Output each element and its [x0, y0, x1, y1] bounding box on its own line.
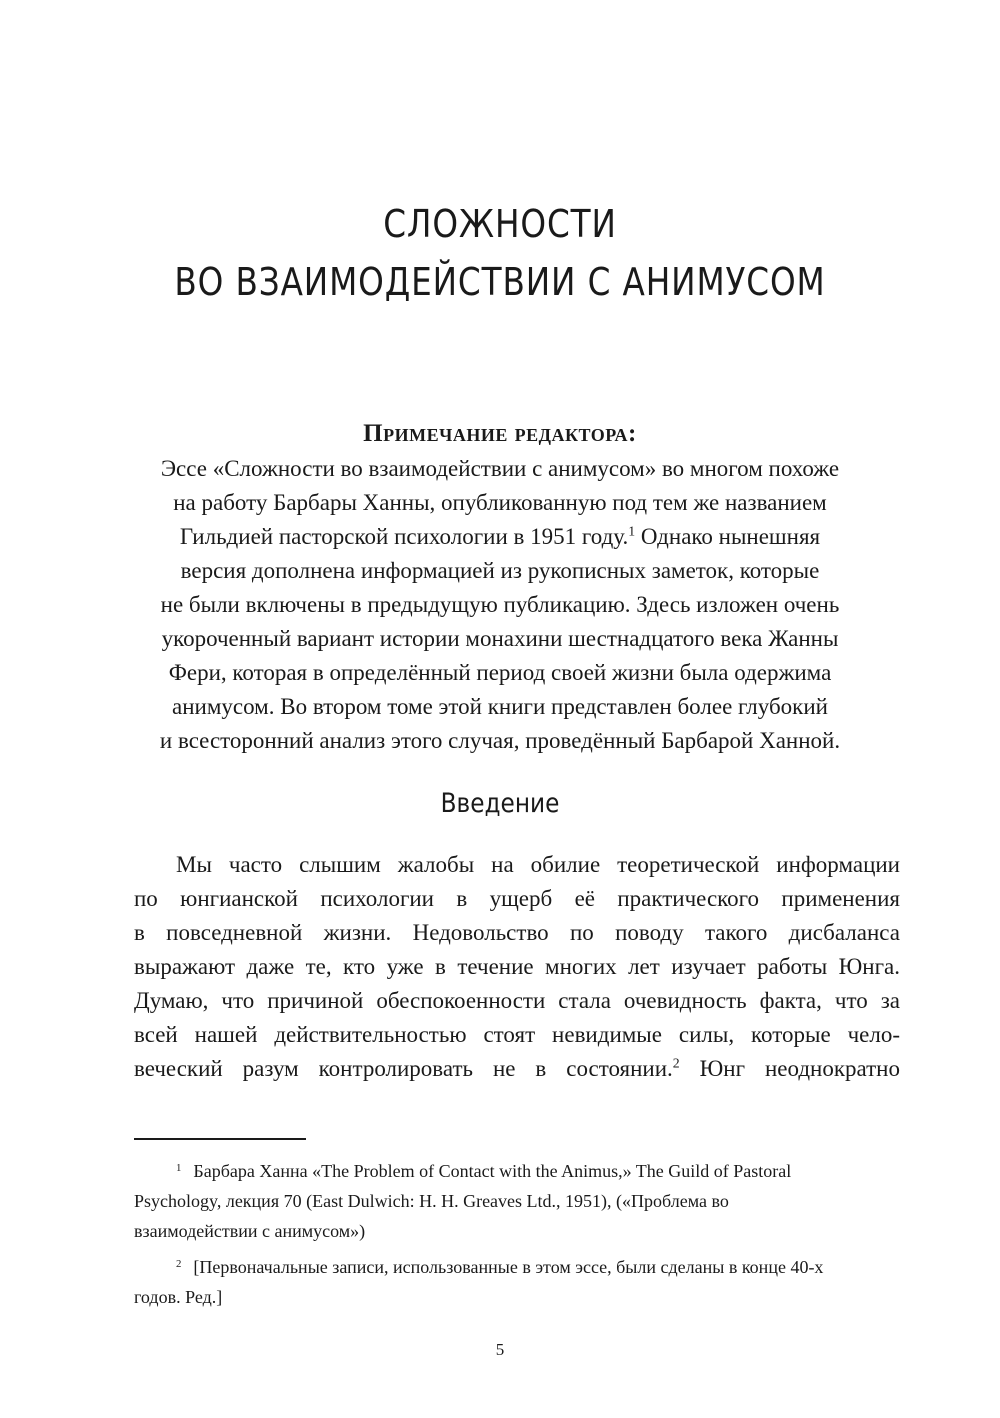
editor-note-line-part: Гильдией пасторской психологии в 1951 году.: [179, 524, 629, 549]
editor-note-line: и всесторонний анализ этого случая, проведённый Барбарой Ханной.: [159, 728, 841, 753]
body-line-part: веческий разум контролировать не в состоянии.: [134, 1056, 673, 1081]
chapter-title-line-1: СЛОЖНОСТИ: [383, 202, 617, 246]
footnote-ref-2[interactable]: 2: [672, 1055, 680, 1071]
editor-note-line: анимусом. Во втором томе этой книги представлен более глубокий: [172, 694, 828, 719]
footnote-text: Psychology, лекция 70 (East Dulwich: H. H. Greaves Ltd., 1951), («Проблема во: [134, 1191, 729, 1211]
body-paragraph: [134, 848, 900, 1086]
body-line: [134, 1052, 900, 1086]
body-line: Мы часто слышим жалобы на обилие теоретической информации: [176, 852, 900, 877]
footnote-text: годов. Ред.]: [134, 1287, 223, 1307]
body-line-part: Юнг неоднократно: [679, 1056, 900, 1081]
body-line: в повседневной жизни. Недовольство по поводу такого дисбаланса: [134, 920, 900, 945]
editor-note-line: укороченный вариант истории монахини шестнадцатого века Жанны: [161, 626, 839, 651]
editor-note-line: на работу Барбары Ханны, опубликованную под тем же названием: [173, 490, 827, 515]
body-line: всей нашей действительностью стоят невидимые силы, которые чело-: [134, 1022, 900, 1047]
page-number: 5: [495, 1340, 505, 1359]
footnote-2: [134, 1252, 900, 1312]
editor-note-line-part: Однако нынешняя: [635, 524, 821, 549]
editor-note-line: версия дополнена информацией из рукописных заметок, которые: [180, 558, 820, 583]
footnote-ref-1[interactable]: 1: [628, 523, 636, 539]
chapter-title-line-2: ВО ВЗАИМОДЕЙСТВИИ С АНИМУСОМ: [174, 260, 826, 304]
footnote-text: [Первоначальные записи, использованные в этом эссе, были сделаны в конце 40-х: [193, 1257, 824, 1277]
editor-note-text: [0, 452, 1000, 758]
section-heading: Введение: [440, 788, 560, 819]
footnote-1: [134, 1156, 900, 1246]
footnote-separator: [134, 1138, 306, 1140]
editor-note-line: не были включены в предыдущую публикацию. Здесь изложен очень: [160, 592, 840, 617]
footnotes: [134, 1156, 900, 1318]
footnote-marker: 1: [176, 1161, 182, 1174]
body-line: по юнгианской психологии в ущерб её практического применения: [134, 886, 900, 911]
footnote-marker: 2: [176, 1257, 182, 1270]
chapter-title: [70, 195, 930, 311]
body-line: выражают даже те, кто уже в течение многих лет изучает работы Юнга.: [134, 954, 900, 979]
body-line: Думаю, что причиной обеспокоенности стала очевидность факта, что за: [134, 988, 900, 1013]
editor-note-line: [0, 520, 1000, 554]
footnote-text: Барбара Ханна «The Problem of Contact with the Animus,» The Guild of Pastoral: [193, 1161, 792, 1181]
footnote-text: взаимодействии с анимусом»): [134, 1221, 366, 1241]
editor-note-line: Фери, которая в определённый период своей жизни была одержима: [168, 660, 832, 685]
editor-note-line: Эссе «Сложности во взаимодействии с анимусом» во многом похоже: [160, 456, 840, 481]
editor-note-heading: Примечание редактора:: [363, 420, 637, 447]
